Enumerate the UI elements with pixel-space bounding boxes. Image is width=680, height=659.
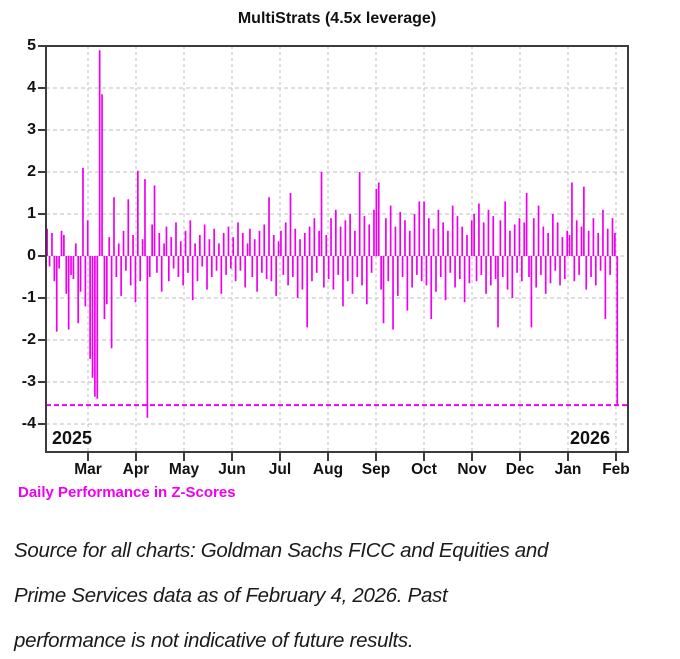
- y-axis-ticks: [38, 46, 46, 424]
- source-line-2: Prime Services data as of February 4, 2026. Past: [14, 584, 448, 607]
- x-tick-label-jun: Jun: [218, 461, 246, 478]
- x-tick-label-mar: Mar: [74, 461, 102, 478]
- daily-zscore-bars: [47, 50, 617, 418]
- chart-title: MultiStrats (4.5x leverage): [237, 10, 437, 27]
- y-tick-label--4: -4: [21, 415, 36, 432]
- x-tick-label-jul: Jul: [268, 461, 292, 478]
- y-tick-label--2: -2: [21, 331, 36, 348]
- y-tick-label-4: 4: [27, 79, 36, 96]
- source-disclaimer: [14, 528, 548, 659]
- source-line-3: performance is not indicative of future results.: [14, 629, 414, 652]
- x-axis-ticks: [88, 452, 616, 461]
- y-tick-label-0: 0: [27, 247, 36, 264]
- x-tick-label-oct: Oct: [411, 461, 437, 478]
- y-tick-label-5: 5: [27, 37, 36, 54]
- chart-caption: Daily Performance in Z-Scores: [18, 484, 236, 501]
- x-tick-label-apr: Apr: [122, 461, 150, 478]
- year-label-2025: 2025: [52, 428, 93, 448]
- y-tick-label-1: 1: [27, 205, 36, 222]
- y-tick-label-2: 2: [27, 163, 36, 180]
- x-tick-label-nov: Nov: [457, 461, 487, 478]
- year-label-2026: 2026: [569, 428, 610, 448]
- x-tick-label-dec: Dec: [505, 461, 535, 478]
- x-tick-label-sep: Sep: [361, 461, 391, 478]
- source-line-1: Source for all charts: Goldman Sachs FICC and Equities and: [14, 539, 549, 562]
- x-tick-label-aug: Aug: [312, 461, 344, 478]
- y-tick-label--3: -3: [21, 373, 36, 390]
- y-tick-label-3: 3: [27, 121, 36, 138]
- y-tick-label--1: -1: [21, 289, 36, 306]
- x-tick-label-jan: Jan: [554, 461, 582, 478]
- x-tick-label-feb: Feb: [602, 461, 630, 478]
- x-tick-label-may: May: [168, 461, 200, 478]
